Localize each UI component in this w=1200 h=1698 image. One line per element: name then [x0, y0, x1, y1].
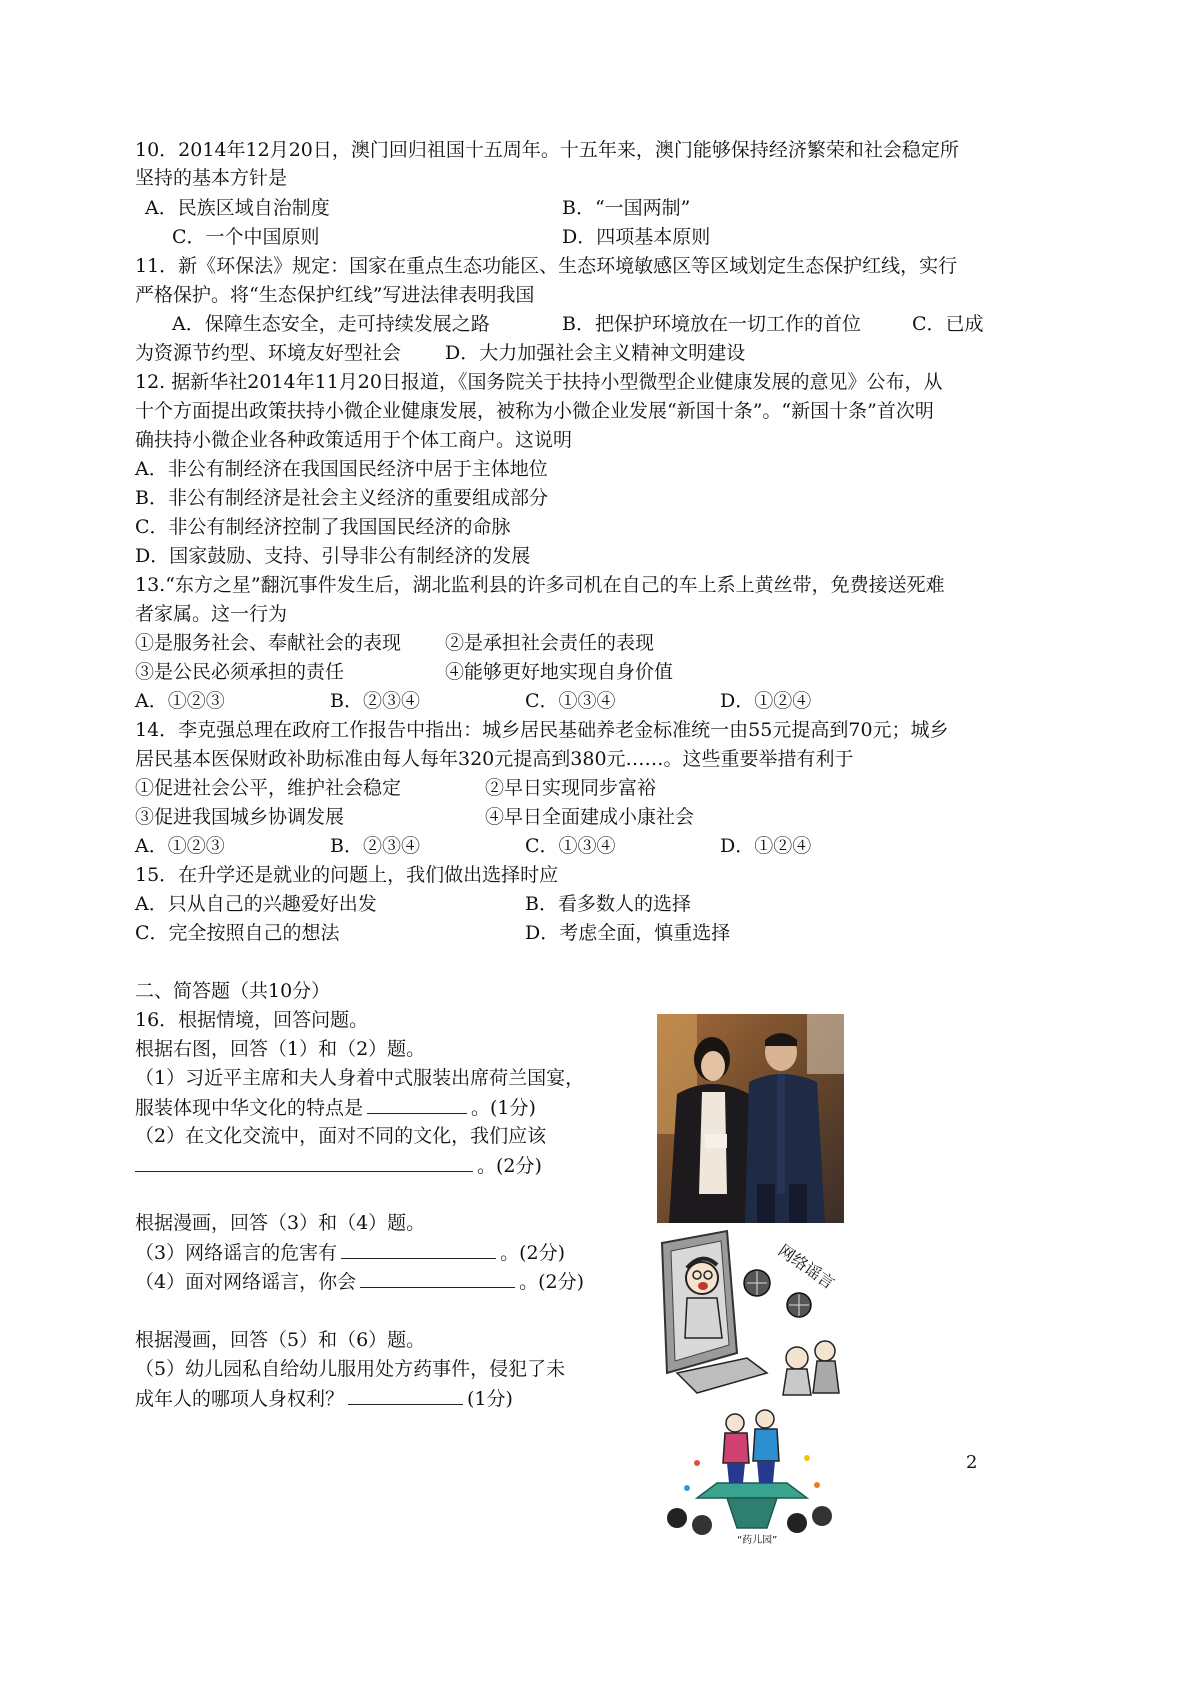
q10-option-c: C．一个中国原则: [172, 226, 320, 248]
part-c-intro: 根据漫画，回答（5）和（6）题。: [135, 1329, 426, 1351]
q13-stem-line2: 者家属。这一行为: [135, 603, 288, 625]
q14-statement-3: ③促进我国城乡协调发展: [135, 806, 345, 828]
q15-option-c: C．完全按照自己的想法: [135, 922, 340, 944]
q12-option-d: D．国家鼓励、支持、引导非公有制经济的发展: [135, 545, 531, 567]
q13-option-b: B．②③④: [330, 690, 420, 712]
q13-statement-3: ③是公民必须承担的责任: [135, 661, 345, 683]
q12-option-a: A．非公有制经济在我国国民经济中居于主体地位: [135, 458, 548, 480]
subq4-prompt: （4）面对网络谣言，你会: [135, 1271, 357, 1293]
page-number: 2: [966, 1452, 978, 1473]
subq2-line1: （2）在文化交流中，面对不同的文化，我们应该: [135, 1125, 547, 1147]
internet-rumor-cartoon: [657, 1223, 847, 1398]
subq5-line2: [135, 1384, 513, 1413]
subq2-answer-blank[interactable]: [135, 1151, 473, 1172]
subq3-answer-blank[interactable]: [341, 1238, 496, 1259]
subq1-line2: [135, 1093, 536, 1122]
q11-option-c: C．已成: [912, 313, 984, 335]
q14-stem-line2: 居民基本医保财政补助标准由每人每年320元提高到380元……。这些重要举措有利于: [135, 748, 854, 770]
subq1-line1: （1）习近平主席和夫人身着中式服装出席荷兰国宴，: [135, 1067, 585, 1089]
q11-option-b: B．把保护环境放在一切工作的首位: [562, 313, 861, 335]
q14-stem-line1: 14．李克强总理在政府工作报告中指出：城乡居民基础养老金标准统一由55元提高到70元；城乡: [135, 719, 949, 741]
q12-stem-line2: 十个方面提出政策扶持小微企业健康发展，被称为小微企业发展“新国十条”。“新国十条”首次明: [135, 400, 934, 422]
q10-option-a: A．民族区域自治制度: [145, 197, 330, 219]
q14-statement-2: ②早日实现同步富裕: [485, 777, 657, 799]
q11-stem-line2: 严格保护。将“生态保护红线”写进法律表明我国: [135, 284, 535, 306]
q13-option-d: D．①②④: [720, 690, 812, 712]
q12-option-b: B．非公有制经济是社会主义经济的重要组成部分: [135, 487, 548, 509]
q14-statement-4: ④早日全面建成小康社会: [485, 806, 695, 828]
q10-option-b: B．“一国两制”: [562, 197, 691, 219]
q14-option-c: C．①③④: [525, 835, 616, 857]
q13-option-c: C．①③④: [525, 690, 616, 712]
q15-option-b: B．看多数人的选择: [525, 893, 691, 915]
q11-stem-line1: 11．新《环保法》规定：国家在重点生态功能区、生态环境敏感区等区域划定生态保护红线，实行: [135, 255, 958, 277]
section2-heading: 二、简答题（共10分）: [135, 980, 331, 1002]
q13-statement-1: ①是服务社会、奉献社会的表现: [135, 632, 402, 654]
q10-option-d: D．四项基本原则: [562, 226, 711, 248]
q10-stem-line1: 10．2014年12月20日，澳门回归祖国十五周年。十五年来，澳门能够保持经济繁荣和社会稳定所: [135, 139, 959, 161]
q14-option-a: A．①②③: [135, 835, 225, 857]
subq3-points: 。(2分): [500, 1242, 566, 1264]
q12-option-c: C．非公有制经济控制了我国国民经济的命脉: [135, 516, 511, 538]
part-a-intro: 根据右图，回答（1）和（2）题。: [135, 1038, 426, 1060]
subq3-prompt: （3）网络谣言的危害有: [135, 1242, 338, 1264]
q11-option-c-continued: 为资源节约型、环境友好型社会: [135, 342, 402, 364]
q14-statement-1: ①促进社会公平，维护社会稳定: [135, 777, 402, 799]
q11-option-a: A．保障生态安全，走可持续发展之路: [172, 313, 490, 335]
subq2-line2: [135, 1151, 542, 1180]
state-banquet-photo: [657, 1014, 844, 1223]
subq5-points: (1分): [467, 1388, 513, 1410]
q14-option-b: B．②③④: [330, 835, 420, 857]
subq4-points: 。(2分): [519, 1271, 585, 1293]
q13-statement-4: ④能够更好地实现自身价值: [445, 661, 674, 683]
subq1-prompt: 服装体现中华文化的特点是: [135, 1097, 364, 1119]
subq5-prompt: 成年人的哪项人身权利？: [135, 1388, 345, 1410]
q12-stem-line1: 12. 据新华社2014年11月20日报道，《国务院关于扶持小型微型企业健康发展的意见》公布，从: [135, 371, 943, 393]
subq5-answer-blank[interactable]: [348, 1384, 463, 1405]
q11-option-d: D．大力加强社会主义精神文明建设: [445, 342, 746, 364]
q13-statement-2: ②是承担社会责任的表现: [445, 632, 655, 654]
subq4-answer-blank[interactable]: [360, 1267, 515, 1288]
q15-option-d: D．考虑全面，慎重选择: [525, 922, 731, 944]
kindergarten-medicine-cartoon: [657, 1403, 843, 1547]
q13-stem-line1: 13.“东方之星”翻沉事件发生后，湖北监利县的许多司机在自己的车上系上黄丝带，免费接送死难: [135, 574, 945, 596]
q15-stem: 15．在升学还是就业的问题上，我们做出选择时应: [135, 864, 559, 886]
q14-option-d: D．①②④: [720, 835, 812, 857]
q12-stem-line3: 确扶持小微企业各种政策适用于个体工商户。这说明: [135, 429, 573, 451]
subq5-line1: （5）幼儿园私自给幼儿服用处方药事件，侵犯了未: [135, 1358, 566, 1380]
q15-option-a: A．只从自己的兴趣爱好出发: [135, 893, 377, 915]
part-b-intro: 根据漫画，回答（3）和（4）题。: [135, 1212, 426, 1234]
subq4-line: [135, 1267, 584, 1296]
cartoon1-caption: 网络谣言: [774, 1240, 839, 1293]
q10-stem-line2: 坚持的基本方针是: [135, 167, 288, 189]
q16-stem: 16．根据情境，回答问题。: [135, 1009, 369, 1031]
cartoon2-caption: “药儿园”: [737, 1535, 778, 1546]
subq3-line: [135, 1238, 565, 1267]
q13-option-a: A．①②③: [135, 690, 225, 712]
subq1-answer-blank[interactable]: [367, 1093, 467, 1114]
subq1-points: 。(1分): [471, 1097, 536, 1119]
subq2-points: 。(2分): [477, 1155, 542, 1177]
